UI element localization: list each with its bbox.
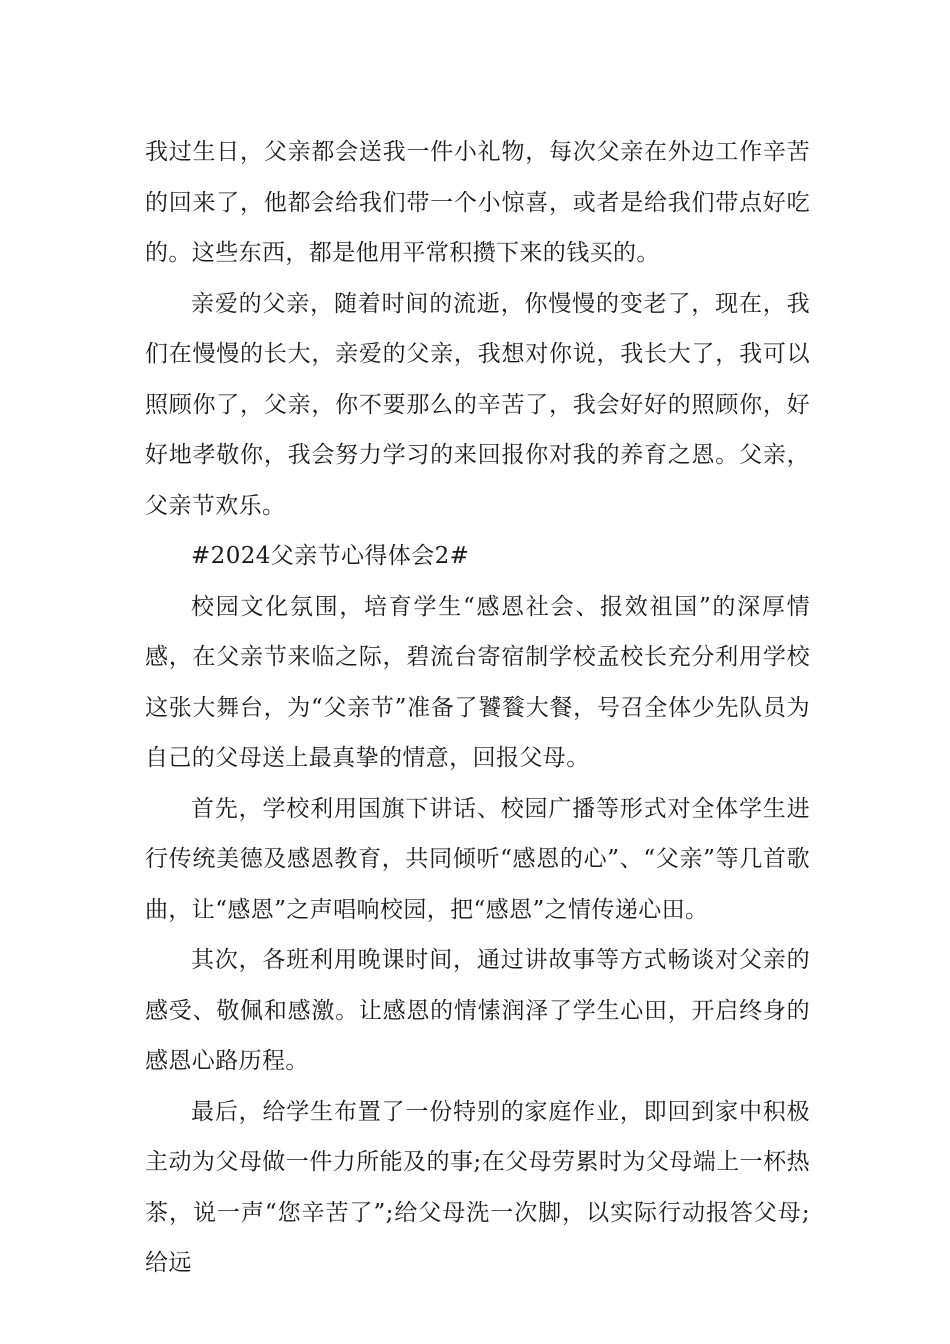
paragraph-4: 首先，学校利用国旗下讲话、校园广播等形式对全体学生进行传统美德及感恩教育，共同倾听“感恩的心”、“父亲”等几首歌曲，让“感恩”之声唱响校园，把“感恩”之情传递心田。 [145, 795, 810, 923]
paragraph-6: 最后，给学生布置了一份特别的家庭作业，即回到家中积极主动为父母做一件力所能及的事;在父母劳累时为父母端上一杯热茶，说一声“您辛苦了”;给父母洗一次脚，以实际行动报答父母;给远 [145, 1098, 810, 1276]
paragraph-5: 其次，各班利用晚课时间，通过讲故事等方式畅谈对父亲的感受、敬佩和感激。让感恩的情愫润泽了学生心田，开启终身的感恩心路历程。 [145, 947, 810, 1074]
paragraph-1: 我过生日，父亲都会送我一件小礼物，每次父亲在外边工作辛苦的回来了，他都会给我们带一个小惊喜，或者是给我们带点好吃的。这些东西，都是他用平常积攒下来的钱买的。 [145, 139, 810, 266]
document-body [145, 127, 810, 1289]
paragraph-3: 校园文化氛围，培育学生“感恩社会、报效祖国”的深厚情感，在父亲节来临之际，碧流台寄宿制学校孟校长充分利用学校这张大舞台，为“父亲节”准备了饕餮大餐，号召全体少先队员为自己的父母送上最真挚的情意，回报父母。 [145, 593, 810, 771]
section-heading: #2024父亲节心得体会2# [191, 543, 470, 569]
paragraph-2: 亲爱的父亲，随着时间的流逝，你慢慢的变老了，现在，我们在慢慢的长大，亲爱的父亲，我想对你说，我长大了，我可以照顾你了，父亲，你不要那么的辛苦了，我会好好的照顾你，好好地孝敬你，我会努力学习的来回报你对我的养育之恩。父亲，父亲节欢乐。 [145, 290, 810, 519]
